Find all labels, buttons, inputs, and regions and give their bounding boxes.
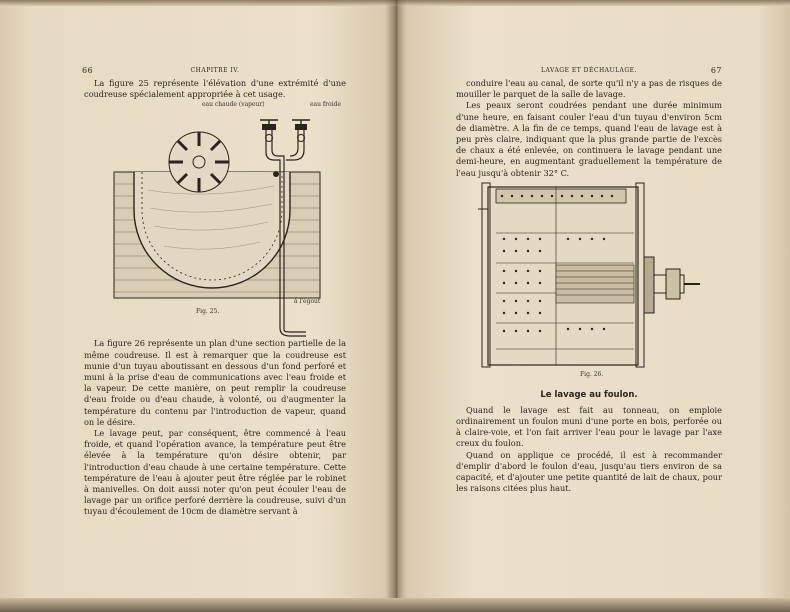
left-para-1: La figure 25 représente l'élévation d'une extrémité d'une coudreuse spécialement appropriée à cet usage. xyxy=(84,78,346,100)
figure-26 xyxy=(456,179,722,384)
right-running-head xyxy=(456,62,722,78)
section-heading: Le lavage au foulon. xyxy=(540,389,638,400)
label-cold-water: eau froide xyxy=(310,101,341,109)
page-edges xyxy=(0,598,790,612)
gear xyxy=(644,257,654,313)
right-page xyxy=(456,62,722,494)
left-page xyxy=(84,62,346,518)
figure-26-area xyxy=(456,179,722,384)
right-page-number: 67 xyxy=(710,66,722,75)
fig-25-caption: Fig. 25. xyxy=(196,308,220,316)
right-chapter-title: LAVAGE ET DÉCHAULAGE. xyxy=(541,67,637,74)
label-drain: à l'égout xyxy=(294,298,321,306)
fig-26-caption: Fig. 26. xyxy=(580,370,604,378)
left-para-2: La figure 26 représente un plan d'une section partielle de la même coudreuse. Il est à remarquer que la coudreuse est munie d'un tuyau aboutissant en dessous d'un fond perforé et muni à la prise d'eau de communications avec l'eau froide et la vapeur. De cette manière, on peut remplir la coudreuse d'eau froide ou d'eau chaude, à volonté, ou d'augmenter la température du contenu par l'introduction de vapeur, quand on le désire. xyxy=(84,338,346,427)
label-hot-water: eau chaude (vapeur) xyxy=(202,101,265,109)
left-page-number: 66 xyxy=(82,66,94,75)
left-chapter-title: CHAPITRE IV. xyxy=(190,67,240,74)
right-para-3: Quand le lavage est fait au tonneau, on emploie ordinairement un foulon muni d'une porte en bois, perforée ou à claire-voie, et l'on fait arriver l'eau pour le lavage par l'axe creux du foulon. xyxy=(456,404,722,449)
left-running-head xyxy=(84,62,346,78)
right-para-4: Quand on applique ce procédé, il est à recommander d'emplir d'abord le foulon d'eau, jusqu'au tiers environ de sa capacité, et d'ajouter une petite quantité de lait de chaux, pour les raisons citées plus haut. xyxy=(456,449,722,494)
right-para-2: Les peaux seront coudrées pendant une durée minimum d'une heure, en faisant couler l'eau d'un tuyau d'environ 5cm de diamètre. A la fin de ce temps, quand l'eau de lavage est à peu près claire, indiquant que la plus grande partie de l'excès de chaux a été enlevée, on continuera le lavage pendant une demi-heure, en augmentant graduellement la température de l'eau jusqu'à obtenir 32° C. xyxy=(456,100,722,178)
book-gutter xyxy=(385,0,407,612)
left-para-3: Le lavage peut, par conséquent, être commencé à l'eau froide, et quand l'opération avance, la température peut être élevée à la température qu'on désire obtenir, par l'introduction d'eau chaude à une certaine température. Cette température de l'eau à ajouter peut être réglée par le robinet à manivelles. On doit aussi noter qu'on peut écouler l'eau de lavage par un orifice perforé derrière la coudreuse, suivi d'un tuyau d'écoulement de 10cm de diamètre servant à xyxy=(84,428,346,517)
right-para-1: conduire l'eau au canal, de sorte qu'il n'y a pas de risques de mouiller le parquet de la salle de lavage. xyxy=(456,78,722,100)
figure-25-area xyxy=(84,100,346,338)
